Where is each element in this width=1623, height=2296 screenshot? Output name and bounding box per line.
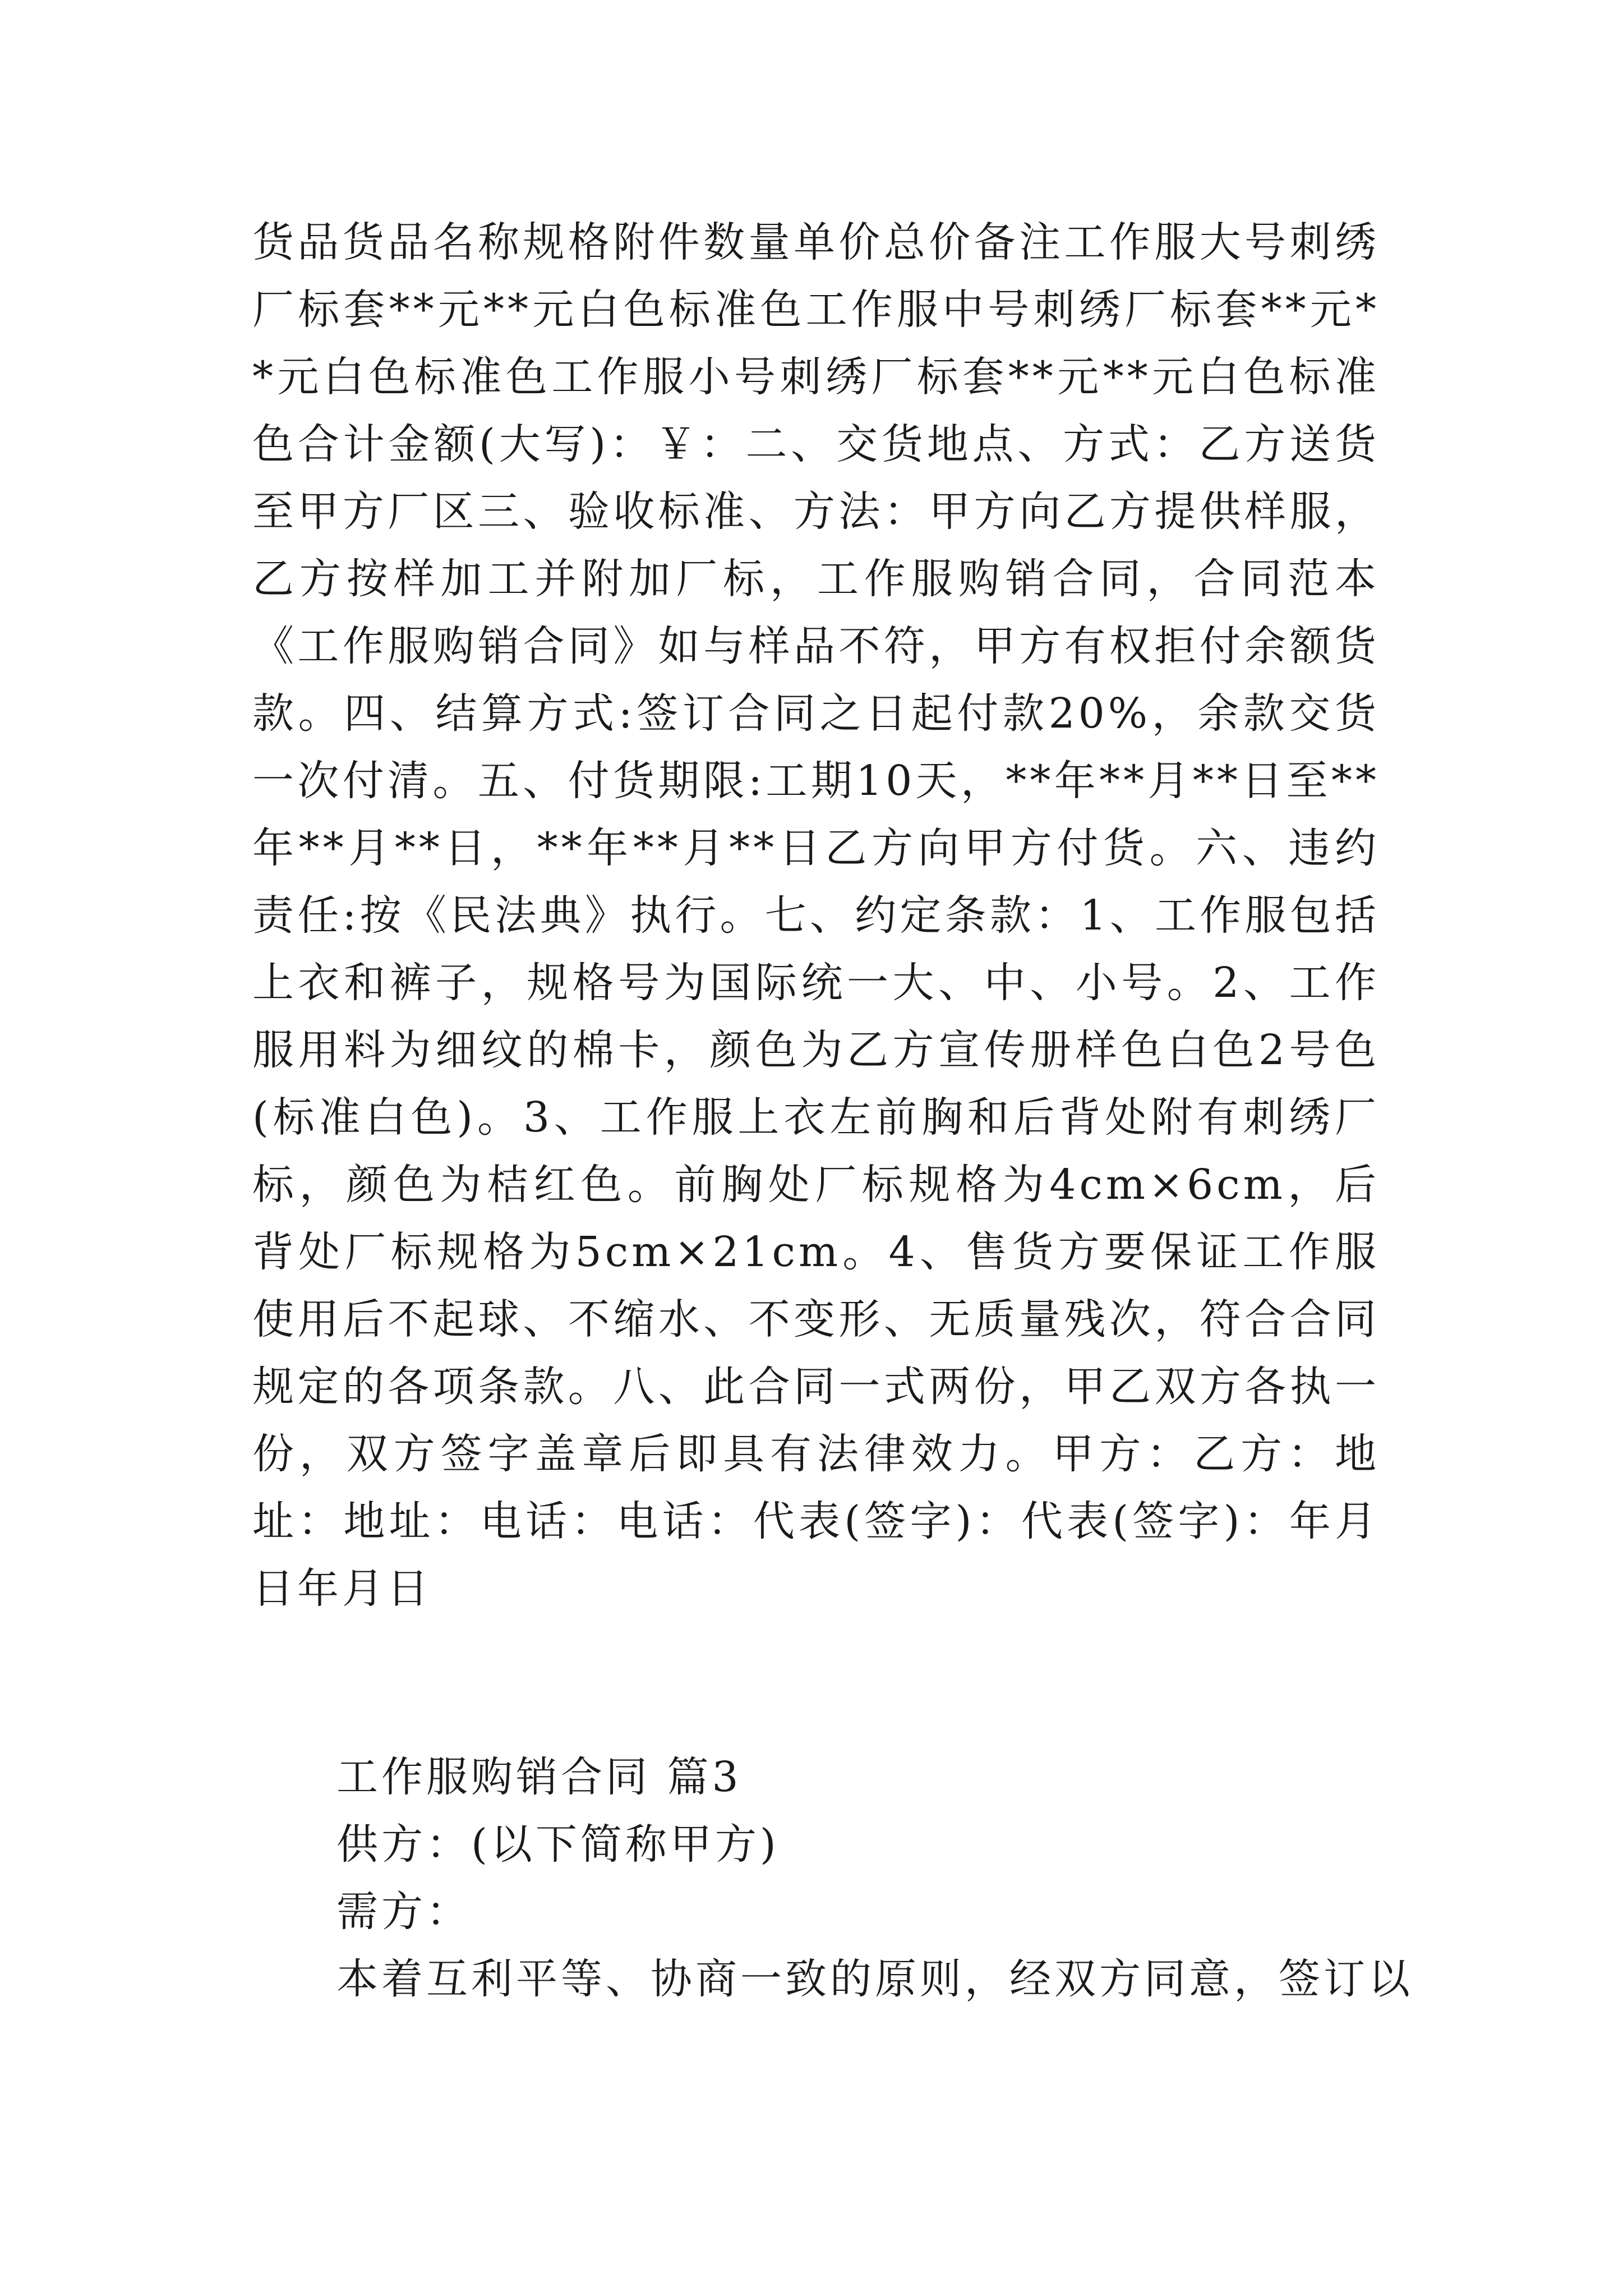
- supplier-line: 供方：(以下简称甲方): [336, 1820, 780, 1869]
- contract-body-paragraph: 货品货品名称规格附件数量单价总价备注工作服大号刺绣厂标套**元**元白色标准色工作服中号刺绣厂标套**元**元白色标准色工作服小号刺绣厂标套**元**元白色标准色合计金额(大写)：￥：二、交货地点、方式：乙方送货至甲方厂区三、验收标准、方法：甲方向乙方提供样服，乙方按样加工并附加厂标，工作服购销合同，合同范本《工作服购销合同》如与样品不符，甲方有权拒付余额货款。四、结算方式:签订合同之日起付款20%，余款交货一次付清。五、付货期限:工期10天，**年**月**日至**年**月**日，**年**月**日乙方向甲方付货。六、违约责任:按《民法典》执行。七、约定条款：1、工作服包括上衣和裤子，规格号为国际统一大、中、小号。2、工作服用料为细纹的棉卡，颜色为乙方宣传册样色白色2号色(标准白色)。3、工作服上衣左前胸和后背处附有刺绣厂标，颜色为桔红色。前胸处厂标规格为4cm×6cm，后背处厂标规格为5cm×21cm。4、售货方要保证工作服使用后不起球、不缩水、不变形、无质量残次，符合合同规定的各项条款。八、此合同一式两份，甲乙双方各执一份，双方签字盖章后即具有法律效力。甲方：乙方：地址：地址：电话：电话：代表(签字)：代表(签字)：年月日年月日: [252, 218, 1380, 1613]
- intro-line: 本着互利平等、协商一致的原则，经双方同意，签订以: [336, 1955, 1413, 2003]
- section-title: 工作服购销合同 篇3: [336, 1753, 742, 1801]
- buyer-line: 需方：: [336, 1888, 471, 1936]
- contract-section-3: [252, 1743, 1413, 2013]
